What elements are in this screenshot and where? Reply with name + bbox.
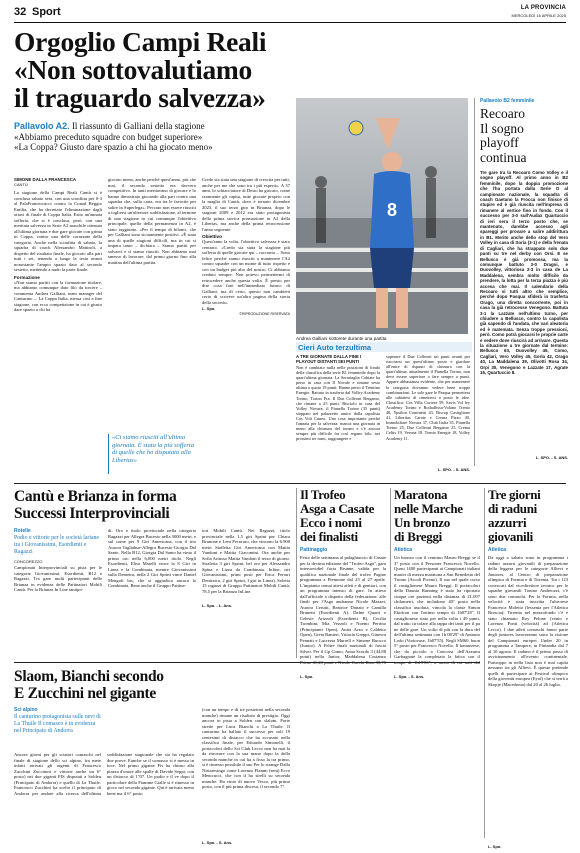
rotelle-headline-line2: Successi Interprovinciali <box>14 505 170 522</box>
maratona-signature: L. Spo. - S. Ans. <box>394 674 425 679</box>
sidebar-kicker: Pallavolo B2 femminile <box>480 98 535 104</box>
cieri-subhead: A TRE GIORNATE DALLA FINE I PLAYOUT DISTANTI SEI PUNTI <box>296 354 362 364</box>
sidebar-signature: L. SPO. - S. ANS. <box>535 455 568 460</box>
maratona-headline-line4: di Breggi <box>394 529 442 544</box>
rotelle-headline <box>14 488 296 522</box>
slalom-headline-line1: Slaom, Bianchi secondo <box>14 668 164 685</box>
photo-caption: Andrea Galliani sottorete durante una partita <box>296 336 387 341</box>
main-deck-line3: «La Coppa? Giusto dare spazio a chi ha giocato meno» <box>14 142 213 152</box>
main-subhead-obiettivo: Obiettivo <box>202 234 222 239</box>
main-byline <box>14 177 104 187</box>
rotelle-column-2: di. Oro e titolo provinciale nella categoria Ragazzi per Allegra Bucesio nella 3000 metri, e sul come per 9 Giri Americana, con il trio Aurora Tagliabue-Allegra Bucesio-Giorgia Dal Santo. Nella B12, Giorgia Dal Santo ha vinto il primo oro nella 6,000 metri titolo. Negli Esordienti, Elisa Marelli vince la 8 Giri in Linea e la Combinata, mentre Giovanissimi sulla Demetra, nella 2 Giri Sprint vince Daniel Mengoli bis, che si aggiudica ancora la Combinata. Bene anche il Gruppo Pattina- <box>108 528 196 588</box>
raduni-kicker: Atletica <box>488 547 507 553</box>
cieri-body-2: superare il Due Colleoni sei punti avanti per riacciarsi un quest'ultimo posto e giardare all'entre di dspuuti di chiusura con la quart'ultima, attualmente il Pianella Torino, non deve essere superiore o fare sempre a punti. Appare abbastanza evidente, che per mantenere la categoria dovranno vedere bene troppe combinazioni. Le sole gare le Pasqua permettera alle cabiatesi di rimettersi a posto le idee. Classifica: Cos Villa Cortese 59, Savis Vol ley Academy Torino e Rothallissa-Volano Trento 48, Ypsilon Cominetti 43, Biscop Castiglione 41, Liberitas Carate e Crema Pizzo 40, Immobiliare Novara 37, Club Italia 35, Pianella Torino 25, Due Colleoni Bergamo 25, Crema Celtis 19, Verona 18, Trento Energie 18, Volley Academy 11. <box>386 354 470 441</box>
sidebar-headline-line2: Il sogno <box>480 120 524 136</box>
slalom-headline <box>14 668 296 702</box>
rotelle-column-3-wrap <box>202 528 290 612</box>
main-column-2-text: giocato meno, anche perché quest'anno, più che mai, il secondo sestetto era davvero competitivo. In tanti meritavano di giocare e lo hanno dimostrato giocando alla pari contro una squadra che, sulla carta, era tra le favorite per salire in Superlega». Peccato non essere riusciti a togliersi un'ulteriore soddisfazione, al termine di una stagione in cui comunque l'obiettivo principale, quello della permanenza in A2, è stato raggiunto. «Per il tempo di bilanci, che per Galliani sono sicuramente positivi. «È stata una di quelle stagioni difficili, ma in cui si impara tanto – dichiara – Siamo partiti per salvarci e ci siamo riusciti. Non abbiamo mai smesso di lavorare, dal primo giorno fino alla mattina dell'ultima partita. <box>108 177 196 265</box>
slalom-column-3-wrap <box>202 707 290 849</box>
raduni-article <box>488 488 568 853</box>
asga-headline-line4: dei finalisti <box>300 529 358 544</box>
slalom-deck: Il canturino protagonista sulle nevi di La Thuile Il comasco è in evidenza nel Principato di Andorra <box>14 714 101 734</box>
main-subhead-formazione: Formazione <box>14 274 40 280</box>
raduni-headline-line2: di raduni <box>488 501 537 516</box>
slalom-signature: L. Spo. - S. Ans. <box>202 840 233 845</box>
asga-headline <box>300 488 386 544</box>
main-column-3-text: Credo sia stata una stagione di crescita per tutti, anche per me che sono tra i più esperti». A 37 anni, lo schiacciatore di Desio ha giocato, come raramente gli capita, tutte giocate proprio con la maglia di Cantù, dove è tornato dicembre 2023, il suo terzo giro in Brianza, dopo le stagioni 2009 e 2012 era stato protagonista della prima storica promozione in A2 della Libertas, ma anche della prima retrocessione l'anno seguente. <box>202 177 290 232</box>
maratona-article <box>394 488 480 683</box>
raduni-headline <box>488 488 568 544</box>
asga-kicker: Pattinaggio <box>300 547 328 553</box>
rotelle-signature: L. Spo. - L. Ans. <box>202 603 233 608</box>
maratona-body: Un bronzo con il centrino Mauro Breggi se il 3° posto con il Personer Francesco Novello. Quasi 1400 partecipanti ai Campionati italiani master di mezza maratona a San Benedetto del Tronto (Ascoli Piceno). Il suo nel quale corso il castiglionese Mauro Breggi. Il portacolori della Daunia Running è stato ha riportato cinque ore pazienti nella distanza di 21,097 chilometri, che includono 40° posto nella classifica assoluta, vincola la classe Simon Ekidcon con l'ottimo tempo di 1h07'28". Il castiglionese stato per nella volta i 49 punti, dal tratto circolare alla tappa dei tanti per il pa ne delle gare. Un volto di più con la dura del dell'ultima settimana con 1h 08'29" di Antonio Lodo (Vortovase, 1h07'55). Negli SM60, buon 5° posto per Francesco Novello. Il lomazzese, che da piccolo a Concorsi dell'Azzurra Garbagnate la completato la fatica con il tempo di 1h19'56", a meno di mi nuti dal <box>394 555 480 665</box>
slalom-headline-line2: E Zucchini nel gigante <box>14 685 156 702</box>
sidebar-headline <box>480 107 568 165</box>
raduni-headline-line4: giovanili <box>488 529 533 544</box>
main-column-1-text-b: «Non siamo partiti con la formazione titolare, ma abbiamo comunque dato filo da torcere – commenta Andrea Galliani, team manager del Canturino –. La Coppa Italia, messa così a fine stagione, con ecco competizione in cui è giusto dare spazio a chi ha <box>14 279 102 312</box>
page-number: 32 <box>14 6 27 18</box>
asga-headline-line3: Ecco i nomi <box>300 515 362 530</box>
rotelle-place: CONCOREZZO <box>14 559 43 565</box>
issue-date: MERCOLEDÌ 16 APRILE 2025 <box>511 13 566 18</box>
sidebar-article <box>480 98 568 460</box>
rotelle-headline-line1: Cantù e Brianza in forma <box>14 488 177 505</box>
main-column-3-text-b: Quest'anno la volta, l'obiettivo salvezza è stato centrato. «Credo sia stata la stagione più sofferta di quelle giocate qui – racconta –. Sono felice perché siamo riusciti a mantenere l'A2 contro squadre con un monte di tutto rispetto e con un budget più alto del nostro. Ci abbiamo creduto sempre. Non potevo permettermi di retrocedere anche questa volta. È presto per dire cosa farò nell'immediato futuro: di Galliani, ma di certo, questo non cambierà certo di scrivere un'altra pagina della storia della società». <box>202 239 290 305</box>
cieri-signature: L. SPO. - S. ANS. <box>437 467 470 472</box>
raduni-headline-line1: Tre giorni <box>488 487 541 502</box>
cieri-section-title: Cieri Auto terzultima <box>298 343 372 352</box>
maratona-headline <box>394 488 480 544</box>
svg-text:8: 8 <box>386 200 398 220</box>
sidebar-headline-line4: continua <box>480 149 527 165</box>
section-label: Sport <box>32 6 61 18</box>
main-photo <box>296 98 468 334</box>
sidebar-headline-line1: Recoaro <box>480 106 525 121</box>
rotelle-column-3: tori Mobili Cantù. Nei Ragazzi, titolo provinciale nella 1,5 giri Sprint per Chiara Brunone e Leni Pecoraro, che vincono la 6.900 metri Staffetta Giri Americana con Mattia Vandoni e Mattia Giacomini. Ora anche per Sofia Artusso Mattia Vandoni il terzo di giorno. Strafetta 3 giri Sprint, bel oro per Alessandro Spina e Lizza da Combinata. Infine, nei Giovanissimi, primi posti per Erica Ferrari Dentraica, 2 giri Sprint, I giri in Linea). Soletta 15 ragazzi di Gruppo Pattinatori Mobili Cantù, 78,5 per la Brianza InLine. <box>202 528 290 594</box>
newspaper-logo: LA PROVINCIA <box>520 5 566 11</box>
maratona-kicker: Atletica <box>394 547 413 553</box>
maratona-headline-line1: Maratona <box>394 487 448 502</box>
byline-place: CANTÙ <box>14 182 28 187</box>
main-column-1 <box>14 190 102 473</box>
asga-article <box>300 488 386 683</box>
rotelle-kicker: Rotelle <box>14 528 31 534</box>
volleyball-player-illustration <box>296 98 468 334</box>
main-column-3 <box>202 177 290 477</box>
main-column-2 <box>108 177 196 430</box>
asga-signature: L. Spo. <box>300 674 314 679</box>
maratona-headline-line3: Un bronzo <box>394 515 450 530</box>
raduni-body: Da oggi a sabato sono in programma i raduni azzurri giovanili di preparazione della leggera per le categorie Allievi e Juniores, al Centro di preparazione olimpica di Formia e di Tirrenia. Tra i 123 convocati dal vicedirettore tecnico per le squadre giovanili Tonino Andreozzi, c'è sono due comaschi. Per la Formia, nella velocità è stata inscritta l'ultrorese Francesca Moletto (lessenta per l'Atletica Brescia); Tirrenia nel mezzofondo c'è è stato chiamato Roy Pelone (vento e Lorenzo Ponti (velocità) ad (Atletica Lecco). I due atleti comaschi fanno parte degli juniores lavoreranno sotto la visione del Campionati europei Under 20 in programma a Tampere, in Finlandia dal 7 al 10 agosto. Il raduno è il primo passo di avvicinamento all'evento continentale. Purtroppo in nella lista non è mai capita nessuno tra gli Allievi. È questo pretende quelli di partecipare ai Festival olimpico della gioventù europea (Eyof) che si terrà a Skopje (Macedonia) dal 20 al 26 luglio. <box>488 555 568 687</box>
main-pullquote-text: «Ci siamo riusciti all'ultima giornata. È stata la più sofferta di quelle che ho disputato alla Libertas» <box>112 434 194 464</box>
main-deck-line1: Il riassunto di Galliani della stagione <box>71 121 205 131</box>
raduni-signature: L. Spo. <box>488 844 502 849</box>
slalom-intro <box>14 707 102 734</box>
sidebar-headline-line3: playoff <box>480 135 519 150</box>
slalom-kicker: Sci alpino <box>14 707 38 713</box>
main-copyright: ©RIPRODUZIONE RISERVATA <box>239 312 290 316</box>
page-header <box>14 4 566 24</box>
main-kicker: Pallavolo A2. <box>14 121 70 131</box>
maratona-headline-line2: nelle Marche <box>394 501 463 516</box>
main-pullquote <box>108 434 196 474</box>
rotelle-deck: Podio e vittorie per le società lariane tra i Giovanissimi, Esordienti e Ragazzi <box>14 535 99 555</box>
slalom-column-3: (con un tempo e di tre posizioni nella seconda manche) rimane un risultato di prestigio. Oggi ancora in pista a Soldeu con slalom. Porte strette per Luca Bianchi a La Thuile. Il canturino ha ballato il successo per soli 19 centesimi di distacco che ha accusato nella classifica finale, per Edoardo Simonelli, il portacolori dello Sci Club Lecco non ha mai la da ritrovare con la sua mano dopo la della seconda manche in cui ha a fisso la tra primo, si è rimesso possibile il suo Per lo strange Dalla Nistaresingo come Lorenzo Flamm (sent) Ecco Menicucci, che con il ha strelli su seconda manche. Ha vinto di nuovo Vesco, più primo posto, con il più prima discesa, il secondo 7°. <box>202 707 290 789</box>
main-headline-line3: il traguardo salvezza» <box>14 82 266 113</box>
asga-body: Festa delle settimana al palaghiaccio di Casate per la decima edizione del "Trofeo Asga", gara interuovidiel facia Brunne, valida per la qualifica nazionale finale del trofeo Pagine programma a Piemonte dal 25 al 27 aprile. L'impianto ormai attesi atleti e di genitori, con un programma intenso di gare. In atteso dall'ufficiale a dispetto della federazione, alle finali per l'Asga andranno Nicole Mazzei, Aurora Cerutti, Beatrice Donato e Camilla Brunetti (Esordienti A), Dafne Quarti e Celeste Arizzoli (Esordienti B), Cecilia Trombini, Mia Vezzoli e Noemi Perrino (Principianti Open), Anita Arzo e Caldetto Open), Greta Ranieri, Vittoria Greppi, Ginevra Pennati e Lucrezia Murrell e Simone Ruocco (Junior). A Feltre finali nazionali di fascia Silver. Per il Gp Como, Anna Scordo 3 (44,88 punti) nella Junior, Maddalena Costanzo Primo 41,20 punti e Nicole Cacchi Ilton 38,75 <box>300 555 386 665</box>
sidebar-body: Tre gare tra la Recoaro Como Volley e il sogno playoff. Al primo anno in B2 femminile, dopo la doppia promozione che l'ha portata dalla Serie D al campionato nazionale, la squadra di coach Gaetano la Frocca non finisce di stupire ed è già riuscita nell'impresa di rimanere al vertice fino in fondo. Con il successo per 3-0 sull'Audax Quartuccio di ieri sera il terzo posto che, se mantenuto, darebbe accesso agli spareggi per provare a salire addirittura in B1. Merito anche dello stop del Vero Volley in casa di Soria (3-1) e della frenata di Cagliari, che ha strappato solo due punti su tre nel derby con Orsi. E se Bellusco è già promossa, ma la comunque battuto 3-0 Dragoi, e Duovolley, vittoriosa 2-3 in casa de La Maddalena, sembra molto difficile da prendere, la lotta per la terza piazza è più accesa che mai. Il calendario della Recoaro vi tutti altro che semplice, perché dopo Pasqua sfiderà in trasferta Orago, una diretta concorrente, poi in casa la già retrocesse Venegono. Battuta 3-1 la Lazzate nell'ultimo turno, per chiudere a Bellusco, contro la capolista già sapendo di l'andata, che vari aleatoria ed è matemata. Senza troppe pressioni, però. Como potrà giocarsi le proprie carte e vedere dove riuscirà ad arrivare. Questa la situazione a tre giornate dal termine: Bellusco 63, Duovolley 49, Como, Cagliari, Vero Volley 45, Gorla 42, Orago 40, La Maddalena 39, Olivotti Rosa 34, Orpi 30, Venegono e Lazzate 17, Agrate 15, Quartuccio 8. <box>480 170 568 376</box>
main-deck-line2: «Abbiamo preceduto squadre con budget superiore» <box>14 131 203 142</box>
main-column-1-text: La stagione della Campi Reali Cantù si è conclusa sabato sera, con una sconfitta per 0-3 al PalaFrancescucci contro la Conad Reggio Emilia, che ha decretato l'eliminazione dagli ottavi di finale di Coppa Italia. Esito un'annata sofferta, che si è conclusa, però, con una meritata salvezza in Serie A2 maschile ottenuta all'ultima giornata e due gare giocate con grinta in Coppa, contro una delle corazzate della categoria. Anche nella sconfitta di sabato, la squadra di coach Alessandro Mattiroli, a dispetto del risultato finale, ha giocato alla pari tutti i set, tenendo a lungo la testa avanti nonostante l'ampio spazio dato al secondo sestetto, mettendo a nudo la parte finale. <box>14 190 102 272</box>
rotelle-intro <box>14 528 102 593</box>
cieri-body-1: Non è cambiato nulla nelle posizioni di fondo della classifica della serie B1 femminile dopo la quart'ultima giornata. La Serrataglia Cabiate ha perso in casa con Il Novale e rimane sesto ultima a quota 19 punti. Hanno perso il Trentino Energie. Battuto in trasferta dal Volley Academy Torino, Torino Pra. Il Due Colleoni Bergamo, che rimane a 25 punti. Bisciolo in casa del Volley Novara; il Pianella Torino (35 punti) stoppato nel palazzetto amico dalla capolista Cos Volt Cuneo. Una cosa importante perché l'annata per la salvezza: manca una giornata in meno alla chiusura del torneo e c'è ancora sempre più difficile far così regano bilo, nei prossimi tre turni, raggiungere e <box>296 365 380 442</box>
raduni-headline-line3: azzurri <box>488 515 527 530</box>
asga-headline-line1: Il Trofeo <box>300 487 346 502</box>
rotelle-body: Campionati Interprovinciali su pista per le categorie Giovanissimi, Esordienti, B12 e Ragazzi. Tra gare molti partecipanti delle Brianza in evidenza delle Pattinatori Mobili Cantù. Per la Brianza In Line tantipo- <box>14 565 102 593</box>
asga-headline-line2: Asga a Casate <box>300 501 375 516</box>
main-headline-line2: «Non sottovalutiamo <box>14 54 252 85</box>
byline-name: SIMONE DALLA FRANCESCA <box>14 177 77 182</box>
main-signature: L. Spo. <box>202 306 216 311</box>
cieri-box <box>296 342 472 474</box>
main-headline-line1: Orgoglio Campi Reali <box>14 26 267 57</box>
main-deck <box>14 121 294 153</box>
slalom-body: Ancora giorni per gli sciatori comaschi nel finale di stagione dello sci alpino, fra mete infatti arrivati gli argenti di Francesco Zucchini Zuccinosi e vittorie anche un 6° posto) nei due giganti FIS disputati a Soldeu (Principato di Andorra) e quello di La Thuile. Francesco Zucchini ha scelto il principato di Andorra per andare alla ricerca dell'ultima soddisfazione stagionale che sia ha regalato due prove. Eanche se il comasco si è messo in luce. Nel primo gigante Fis ha chiuso alla piazza d'onore alle spalle di Davide Seppi, con un distacco di 1"07. Un podio e il ve dopo il particolare della Fiamme Gialle sì è rimesso in gioco nel secondo gigante. Qui è arrivata meno bene ma il 6° posto <box>14 752 194 796</box>
